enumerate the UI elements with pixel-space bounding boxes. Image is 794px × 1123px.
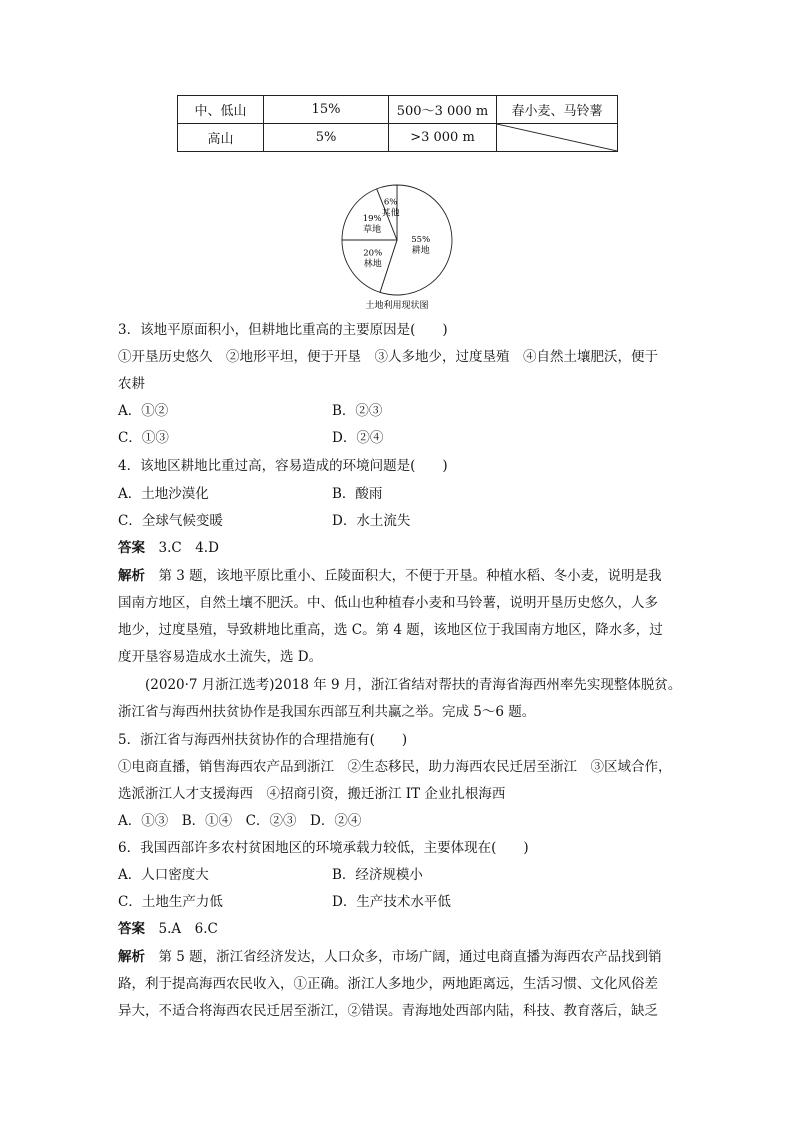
q3-option-c: C．①③ <box>118 430 169 446</box>
explanation-1-line2: 国南方地区，自然土壤不肥沃。中、低山也种植春小麦和马铃薯，说明开垦历史悠久，人多 <box>118 595 658 611</box>
q5-options-line2: 选派浙江人才支援海西 ④招商引资，搬迁浙江 IT 企业扎根海西 <box>118 786 506 802</box>
q4-option-d: D．水土流失 <box>332 513 411 529</box>
table-cell: 500～3 000 m <box>389 96 497 124</box>
table-cell: 15% <box>264 96 389 124</box>
table-cell: 高山 <box>178 124 264 152</box>
intro-line2: 浙江省与海西州扶贫协作是我国东西部互利共赢之举。完成 5～6 题。 <box>118 704 536 720</box>
explanation-2-line2: 路，利于提高海西农民收入，①正确。浙江人多地少，两地距离远，生活习惯、文化风俗差 <box>118 976 658 992</box>
q5-options-line1: ①电商直播，销售海西农产品到浙江 ②生态移民，助力海西农民迁居至浙江 ③区域合作， <box>118 759 672 775</box>
q3-option-d: D．②④ <box>332 430 384 446</box>
table-cell: 中、低山 <box>178 96 264 124</box>
explanation-text: 第 3 题，该地平原比重小、丘陵面积大，不便于开垦。种植水稻、冬小麦，说明是我 <box>145 568 662 584</box>
q3-stem: 3．该地平原面积小，但耕地比重高的主要原因是( ) <box>118 322 448 338</box>
explanation-2-line3: 异大，不适合将海西农民迁居至浙江，②错误。青海地处西部内陆，科技、教育落后，缺乏 <box>118 1003 658 1019</box>
table-cell: 5% <box>264 124 389 152</box>
table-row <box>178 124 618 152</box>
explanation-1-line1 <box>118 566 662 586</box>
answer-label: 答案 <box>118 921 145 937</box>
table-row <box>178 96 618 124</box>
q3-option-b: B．②③ <box>332 403 383 419</box>
q3-options-line2: 农耕 <box>118 376 145 392</box>
explanation-text: 第 5 题，浙江省经济发达，人口众多，市场广阔，通过电商直播为海西农产品找到销 <box>145 949 662 965</box>
table-cell: 春小麦、马铃薯 <box>497 96 618 124</box>
pie-caption: 土地利用现状图 <box>365 301 429 311</box>
q6-option-a: A．人口密度大 <box>118 867 209 883</box>
answer-text: 5.A 6.C <box>145 921 218 937</box>
land-use-table <box>177 95 618 152</box>
q3-option-a: A．①② <box>118 403 169 419</box>
q4-option-a: A．土地沙漠化 <box>118 486 209 502</box>
explanation-2-line1 <box>118 947 662 967</box>
intro-line1: (2020·7 月浙江选考)2018 年 9 月，浙江省结对帮扶的青海省海西州率先实现整体脱贫。 <box>145 677 682 693</box>
q5-choices: A．①③ B．①④ C．②③ D．②④ <box>118 813 362 829</box>
pie-slice-percent: 20% <box>363 248 383 259</box>
pie-slice-label: 其他 <box>381 208 400 219</box>
pie-slice-percent: 6% <box>383 197 398 208</box>
q6-option-d: D．生产技术水平低 <box>332 894 451 910</box>
q6-option-b: B．经济规模小 <box>332 867 423 883</box>
pie-chart-svg <box>340 184 460 312</box>
q4-option-b: B．酸雨 <box>332 486 383 502</box>
pie-slice-percent: 55% <box>411 234 431 245</box>
diagonal-line <box>497 124 617 151</box>
answer-text: 3.C 4.D <box>145 540 219 556</box>
explanation-1-line4: 度开垦容易造成水土流失，选 D。 <box>118 649 323 665</box>
table-cell: >3 000 m <box>389 124 497 152</box>
pie-slice-label: 林地 <box>363 259 382 270</box>
q6-option-c: C．土地生产力低 <box>118 894 223 910</box>
pie-chart <box>340 184 460 312</box>
pie-slice-label: 草地 <box>363 225 382 236</box>
explanation-1-line3: 地少，过度垦殖，导致耕地比重高，选 C。第 4 题，该地区位于我国南方地区，降水多，过 <box>118 622 663 638</box>
diagonal-empty-cell <box>497 124 618 152</box>
q4-option-c: C．全球气候变暖 <box>118 513 223 529</box>
q5-stem: 5．浙江省与海西州扶贫协作的合理措施有( ) <box>118 732 408 748</box>
explanation-label: 解析 <box>118 949 145 965</box>
answer-line-2 <box>118 919 218 939</box>
q4-stem: 4．该地区耕地比重过高，容易造成的环境问题是( ) <box>118 458 448 474</box>
answer-label: 答案 <box>118 540 145 556</box>
pie-slice-label: 耕地 <box>411 245 430 256</box>
q3-options-line1: ①开垦历史悠久 ②地形平坦，便于开垦 ③人多地少，过度垦殖 ④自然土壤肥沃，便于 <box>118 349 658 365</box>
q6-stem: 6．我国西部许多农村贫困地区的环境承载力较低，主要体现在( ) <box>118 840 529 856</box>
explanation-label: 解析 <box>118 568 145 584</box>
answer-line-1 <box>118 538 219 558</box>
pie-slice-percent: 19% <box>362 214 382 225</box>
